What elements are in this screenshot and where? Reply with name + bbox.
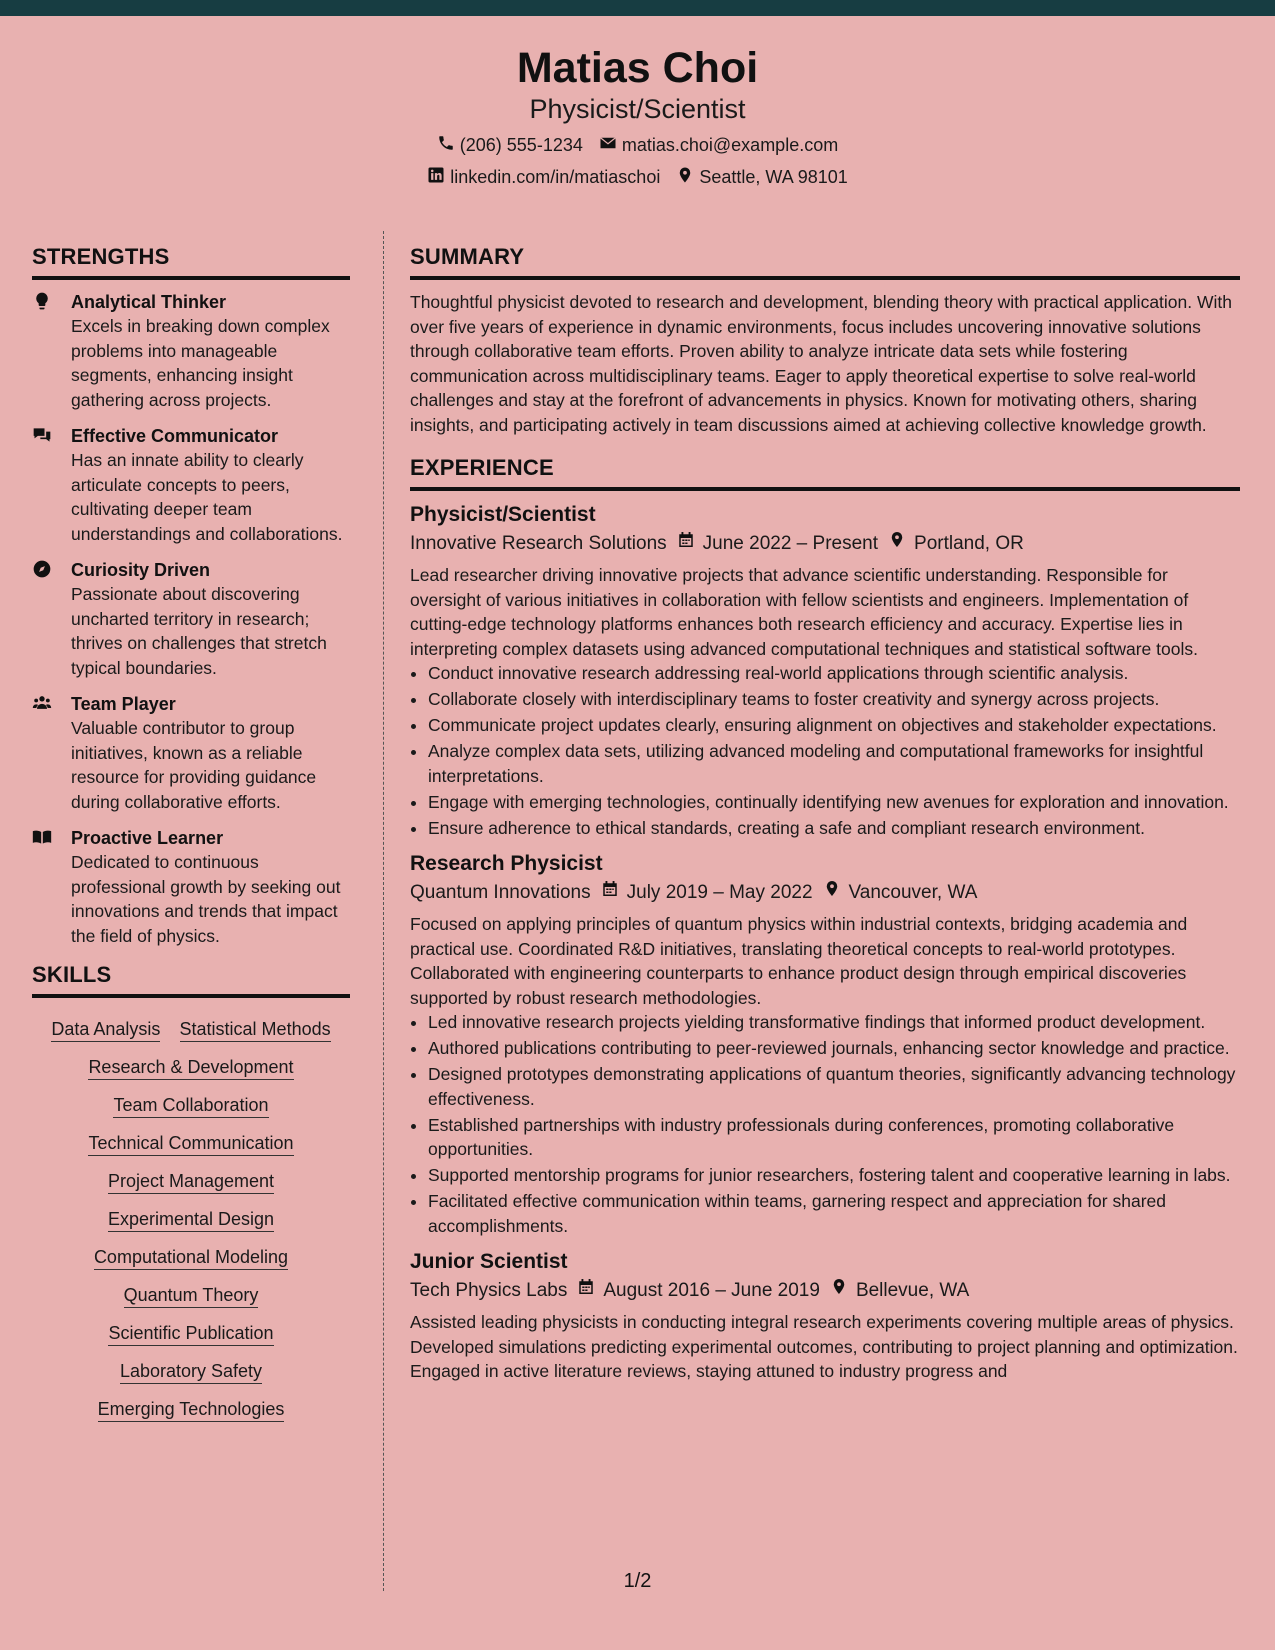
users-icon [32,693,54,713]
phone-text: (206) 555-1234 [459,135,583,155]
job-title: Junior Scientist [410,1250,568,1273]
job-dates: August 2016 – June 2019 [603,1280,820,1301]
calendar-icon [601,878,619,908]
strength-item [32,290,350,412]
strength-desc: Passionate about discovering uncharted territory in research; thrives on challenges that stretch typical boundaries. [71,584,327,678]
skill-tag: Emerging Technologies [98,1398,285,1422]
bullet-item: • Engage with emerging technologies, continually identifying new avenues for exploration and innovation. [428,790,1240,815]
job-entry [410,501,1240,840]
strength-title: Curiosity Driven [71,560,211,580]
job-description: Lead researcher driving innovative projects that advance scientific understanding. Responsible for oversight of various initiatives in collaboration with fellow scientists and engineers. Implementation of cutting-edge technology platforms enhances both research efficiency and accuracy. Expertise lies in interpreting complex datasets using advanced computational techniques and statistical software tools. [410,565,1198,659]
linkedin-icon [427,166,445,189]
bullet-item: • Ensure adherence to ethical standards, creating a safe and compliant research environment. [428,816,1240,841]
strength-desc: Has an innate ability to clearly articulate concepts to peers, cultivating deeper team understandings and collaborations. [71,450,343,544]
page-number: 1/2 [623,1570,652,1592]
skill-tag: Experimental Design [108,1208,274,1232]
calendar-icon [577,1276,595,1306]
skills-heading: SKILLS [32,962,350,998]
bullet-item: • Analyze complex data sets, utilizing advanced modeling and computational frameworks for insightful interpretations. [428,739,1240,788]
resume-header [0,16,1275,204]
job-meta [410,529,1240,559]
skill-tag: Team Collaboration [113,1094,268,1118]
right-column [410,244,1240,1394]
comments-icon [32,425,54,445]
job-title: Research Physicist [410,852,603,875]
strength-item [32,558,350,680]
job-meta [410,1276,1240,1306]
book-icon [32,827,54,847]
job-description: Assisted leading physicists in conducting integral research experiments covering multiple areas of physics. Developed simulations predicting experimental outcomes, contributing to project planning and optimization. Engaged in active literature reviews, staying attuned to industry progress and [410,1312,1238,1381]
strength-item [32,826,350,948]
summary-section [410,244,1240,437]
bullet-item: • Authored publications contributing to peer-reviewed journals, enhancing sector knowledge and practice. [428,1036,1240,1061]
summary-heading: SUMMARY [410,244,1240,280]
bullet-item: • Conduct innovative research addressing real-world applications through scientific analysis. [428,661,1240,686]
contact-linkedin[interactable] [427,166,660,189]
bullet-item: • Established partnerships with industry professionals during conferences, promoting collaborative opportunities. [428,1113,1240,1162]
bullet-item: • Collaborate closely with interdisciplinary teams to foster creativity and synergy across projects. [428,687,1240,712]
skill-tag: Scientific Publication [108,1322,273,1346]
strength-desc: Valuable contributor to group initiatives, known as a reliable resource for providing guidance during collaborative efforts. [71,718,317,812]
contact-location [676,166,847,189]
contact-row-2 [0,166,1275,189]
lightbulb-icon [32,291,54,311]
contact-row-1 [0,134,1275,157]
linkedin-text: linkedin.com/in/matiaschoi [450,167,661,187]
location-text: Seattle, WA 98101 [699,167,848,187]
strength-item [32,692,350,814]
job-description: Focused on applying principles of quantum physics within industrial contexts, bridging academia and practical use. Coordinated R&D initiatives, translating theoretical concepts to real-world prototypes. Collaborated with engineering counterparts to enhance product design through empirical discoveries supported by robust research methodologies. [410,914,1188,1008]
experience-section [410,455,1240,1384]
bullet-item: • Supported mentorship programs for junior researchers, fostering talent and cooperative learning in labs. [428,1163,1240,1188]
skill-tag: Laboratory Safety [120,1360,262,1384]
email-text: matias.choi@example.com [621,135,839,155]
summary-text: Thoughtful physicist devoted to research and development, blending theory with practical application. With over five years of experience in dynamic environments, focus includes uncovering innovative solutions through collaborative team efforts. Proven ability to analyze intricate data sets while fostering communication across multidisciplinary teams. Eager to apply theoretical expertise to solve real-world challenges and stay at the forefront of advancements in physics. Known for motivating others, sharing insights, and participating actively in team discussions aimed at achieving collective knowledge growth. [410,292,1232,435]
skill-tag: Quantum Theory [124,1284,259,1308]
job-location: Portland, OR [914,533,1024,554]
job-bullets [410,661,1240,840]
skill-tag: Statistical Methods [180,1018,331,1042]
candidate-title: Physicist/Scientist [529,94,746,124]
phone-icon [437,134,455,157]
strength-desc: Dedicated to continuous professional growth by seeking out innovations and trends that impact the field of physics. [71,852,341,946]
top-bar [0,0,1275,16]
skills-list [32,1008,350,1430]
strength-title: Effective Communicator [71,426,279,446]
strength-title: Analytical Thinker [71,292,227,312]
job-company: Tech Physics Labs [410,1280,568,1301]
job-bullets [410,1010,1240,1238]
map-pin-icon [823,878,841,908]
contact-email[interactable] [599,134,838,157]
job-company: Innovative Research Solutions [410,533,667,554]
bullet-item: • Designed prototypes demonstrating applications of quantum theories, significantly advancing technology effectiveness. [428,1062,1240,1111]
skill-tag: Research & Development [88,1056,293,1080]
column-divider [383,231,384,1591]
strength-title: Team Player [71,694,176,714]
bullet-item: • Led innovative research projects yielding transformative findings that informed product development. [428,1010,1240,1035]
skill-tag: Technical Communication [88,1132,293,1156]
strength-item [32,424,350,546]
envelope-icon [599,134,617,157]
skill-tag: Project Management [108,1170,274,1194]
job-entry [410,850,1240,1238]
strengths-heading: STRENGTHS [32,244,350,280]
strengths-section [32,244,350,948]
bullet-item: • Facilitated effective communication within teams, garnering respect and appreciation for shared accomplishments. [428,1189,1240,1238]
job-entry [410,1248,1240,1384]
calendar-icon [677,529,695,559]
skill-tag: Computational Modeling [94,1246,288,1270]
job-title: Physicist/Scientist [410,503,596,526]
job-dates: June 2022 – Present [702,533,879,554]
job-location: Bellevue, WA [855,1280,970,1301]
strength-title: Proactive Learner [71,828,224,848]
map-pin-icon [676,166,694,189]
compass-icon [32,559,54,579]
candidate-name: Matias Choi [516,44,759,92]
job-meta [410,878,1240,908]
bullet-item: • Communicate project updates clearly, ensuring alignment on objectives and stakeholder expectations. [428,713,1240,738]
map-pin-icon [888,529,906,559]
left-column [32,244,350,1430]
job-company: Quantum Innovations [410,882,591,903]
map-pin-icon [830,1276,848,1306]
contact-phone[interactable] [437,134,583,157]
skills-section [32,962,350,1430]
strength-desc: Excels in breaking down complex problems into manageable segments, enhancing insight gathering across projects. [71,316,330,410]
job-location: Vancouver, WA [848,882,978,903]
experience-heading: EXPERIENCE [410,455,1240,491]
skill-tag: Data Analysis [51,1018,160,1042]
job-dates: July 2019 – May 2022 [626,882,813,903]
